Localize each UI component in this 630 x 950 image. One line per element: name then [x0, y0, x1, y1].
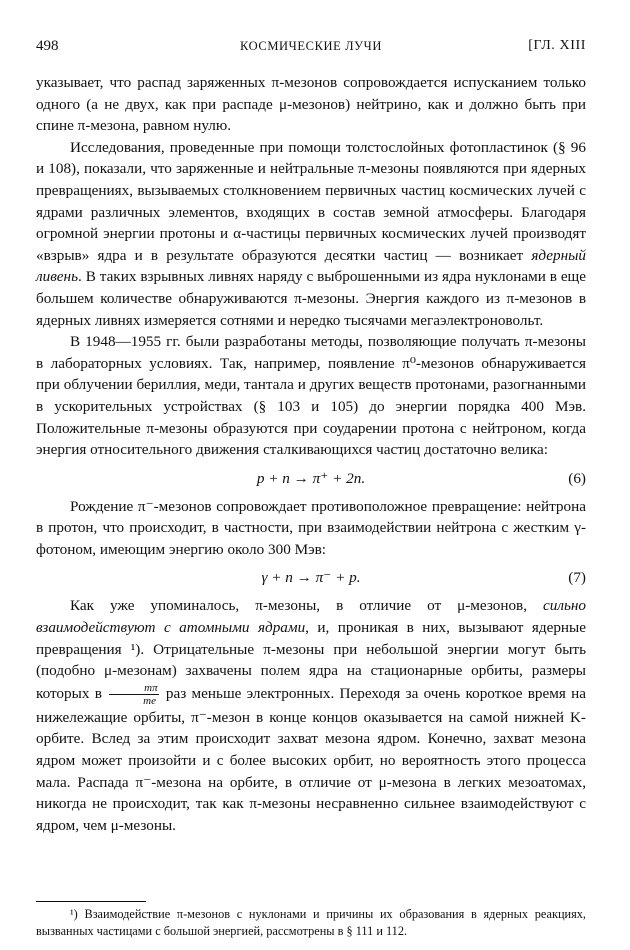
equation-7: [36, 560, 586, 595]
paragraph-text: . В таких взрывных ливнях наряду с выброшенными из ядра нуклонами в еще большем количестве обнаруживаются π-мезоны. Энергия каждого из π-мезонов в ядерных ливнях измеряется сотнями и нередко тысячами мегаэлектроновольт.: [36, 268, 586, 329]
running-header: [36, 38, 586, 60]
paragraph-laboratory-methods: В 1948—1955 гг. были разработаны методы, позволяющие получать π-мезоны в лабораторных условиях. Так, например, появление π⁰-мезонов обнаруживается при облучении бериллия, меди, тантала и других веществ протонами, разогнанными в ускорительных устройствах (§ 103 и 105) до энергии порядка 400 Мэв. Положительные π-мезоны образуются при соударении протона с нейтроном, когда энергия относительного движения сталкивающихся частиц достаточно велика:: [36, 333, 586, 459]
paragraph-nuclear-shower: [36, 137, 586, 331]
paragraph-text: Как уже упоминалось, π-мезоны, в отличие от μ-мезонов,: [70, 597, 543, 615]
equation-text: p + n → π⁺ + 2n.: [256, 469, 366, 487]
footnote: [36, 906, 586, 940]
paragraph-strong-interaction: [36, 595, 586, 836]
mass-ratio-fraction: [109, 682, 158, 707]
equation-6: [36, 461, 586, 496]
footnote-text: ¹) Взаимодействие π-мезонов с нуклонами и причины их образования в ядерных реакциях, вызванных частицами с большой энергией, рассмотрены в § 111 и 112.: [36, 907, 586, 938]
paragraph-text: Исследования, проведенные при помощи толстослойных фотопластинок (§ 96 и 108), показали, что заряженные и нейтральные π-мезоны появляются при ядерных превращениях, вызываемых столкновением первичных частиц космических лучей с ядрами различных элементов, входящих в состав земной атмосферы. Благодаря огромной энергии протоны и α-частицы первичных космических лучей производят «взрыв» ядра и в результате образуются десятки частиц — возникает: [36, 138, 586, 264]
fraction-denominator: me: [143, 694, 156, 707]
paragraph-text: , и, проникая в них, вызывают ядерные превращения ¹). Отрицательные π-мезоны при небольшой энергии могут быть (подобно μ-мезонам) захвачены полем ядра на стационарные орбиты, размеры которых в: [36, 619, 586, 702]
emphasized-term: сильно взаимодействуют с атомными ядрами: [36, 597, 586, 637]
equation-number: (7): [568, 569, 586, 587]
page-number: 498: [36, 38, 59, 54]
equation-text: γ + n → π⁻ + p.: [261, 569, 361, 587]
paragraph-continuation: указывает, что распад заряженных π-мезонов сопровождается испусканием только одного (а не двух, как при распаде μ-мезонов) нейтрино, как и должно быть при спине π-мезона, равном нулю.: [36, 74, 586, 135]
chapter-label: [ГЛ. XIII: [528, 38, 586, 53]
footnote-rule: [36, 901, 146, 902]
running-title: КОСМИЧЕСКИЕ ЛУЧИ: [240, 39, 382, 53]
main-text: [36, 72, 586, 836]
emphasized-term: ядерный ливень: [36, 246, 586, 286]
paragraph-text: раз меньше электронных. Переходя за очень короткое время на нижележащие орбиты, π⁻-мезон в конце концов оказывается на самой нижней K-орбите. Вслед за этим происходит захват мезона ядром. Конечно, захват мезона ядром может произойти и с более высоких орбит, но вероятность этого процесса мала. Распада π⁻-мезона на орбите, в отличие от μ-мезона в легких мезоатомах, никогда не происходит, так как π-мезоны несравненно сильнее взаимодействуют с ядром, чем μ-мезоны.: [36, 684, 586, 834]
paragraph-negative-pions: Рождение π⁻-мезонов сопровождает противоположное превращение: нейтрона в протон, что происходит, в частности, при взаимодействии нейтрона с жестким γ-фотоном, имеющим энергию около 300 Мэв:: [36, 497, 586, 558]
fraction-numerator: mπ: [109, 682, 158, 695]
equation-number: (6): [568, 469, 586, 487]
